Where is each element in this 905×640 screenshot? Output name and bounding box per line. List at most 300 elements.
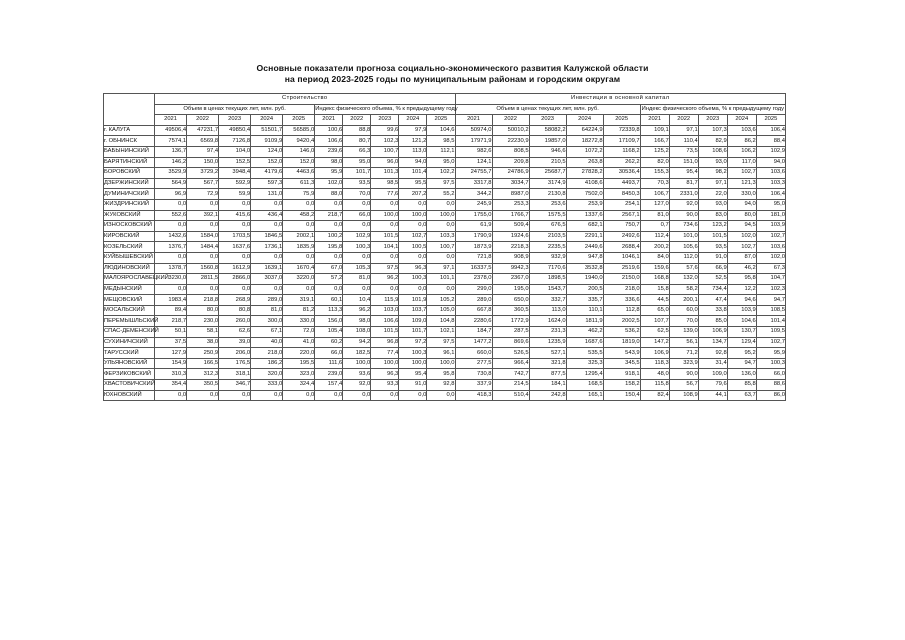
value-cell: 151,0	[669, 157, 698, 168]
region-name-cell: МЕЩОВСКИЙ	[104, 295, 155, 306]
value-cell: 102,7	[727, 168, 756, 179]
value-cell: 9942,3	[492, 263, 529, 274]
value-cell: 0,0	[343, 284, 371, 295]
year-header-cell: 2023	[698, 115, 727, 126]
value-cell: 10,4	[343, 295, 371, 306]
value-cell: 71,2	[669, 348, 698, 359]
section-header-row	[104, 94, 786, 105]
value-cell: 56,1	[669, 337, 698, 348]
value-cell: 230,0	[187, 316, 219, 327]
region-name-cell: СУХИНИЧСКИЙ	[104, 337, 155, 348]
table-row	[104, 146, 786, 157]
value-cell: 92,0	[669, 199, 698, 210]
value-cell: 100,0	[399, 210, 427, 221]
table-row	[104, 263, 786, 274]
value-cell: 115,9	[371, 295, 399, 306]
value-cell: 95,4	[669, 168, 698, 179]
year-header-cell: 2024	[251, 115, 283, 126]
value-cell: 97,4	[187, 146, 219, 157]
year-header-cell: 2021	[155, 115, 187, 126]
table-row	[104, 125, 786, 136]
table-row	[104, 284, 786, 295]
value-cell: 15,8	[640, 284, 669, 295]
value-cell: 354,4	[155, 380, 187, 391]
value-cell: 7170,6	[529, 263, 566, 274]
value-cell: 101,7	[343, 168, 371, 179]
value-cell: 742,7	[492, 369, 529, 380]
value-cell: 66,0	[343, 210, 371, 221]
table-row	[104, 231, 786, 242]
value-cell: 102,3	[756, 284, 785, 295]
value-cell: 50,1	[155, 327, 187, 338]
value-cell: 121,3	[727, 178, 756, 189]
value-cell: 58082,2	[529, 125, 566, 136]
value-cell: 95,2	[727, 348, 756, 359]
value-cell: 4493,7	[603, 178, 640, 189]
value-cell: 869,6	[492, 337, 529, 348]
value-cell: 27828,2	[566, 168, 603, 179]
value-cell: 97,5	[371, 263, 399, 274]
value-cell: 260,0	[219, 316, 251, 327]
region-name-cell: ФЕРЗИКОВСКИЙ	[104, 369, 155, 380]
value-cell: 31,4	[698, 358, 727, 369]
value-cell: 0,0	[187, 284, 219, 295]
value-cell: 611,3	[283, 178, 315, 189]
region-name-cell: УЛЬЯНОВСКИЙ	[104, 358, 155, 369]
value-cell: 12,2	[727, 284, 756, 295]
value-cell: 95,0	[343, 157, 371, 168]
value-cell: 87,0	[727, 252, 756, 263]
value-cell: 104,0	[219, 146, 251, 157]
value-cell: 1873,9	[455, 242, 492, 253]
region-name-cell: ТАРУССКИЙ	[104, 348, 155, 359]
value-cell: 254,1	[603, 199, 640, 210]
year-header-cell: 2023	[371, 115, 399, 126]
value-cell: 0,0	[427, 199, 455, 210]
value-cell: 17971,9	[455, 136, 492, 147]
value-cell: 82,4	[640, 390, 669, 401]
value-cell: 56,7	[669, 380, 698, 391]
value-cell: 100,3	[343, 242, 371, 253]
value-cell: 6569,8	[187, 136, 219, 147]
value-cell: 59,9	[219, 189, 251, 200]
value-cell: 184,7	[455, 327, 492, 338]
value-cell: 239,0	[315, 369, 343, 380]
value-cell: 66,0	[315, 348, 343, 359]
value-cell: 93,0	[698, 199, 727, 210]
value-cell: 60,0	[669, 305, 698, 316]
value-cell: 103,3	[427, 231, 455, 242]
value-cell: 18272,8	[566, 136, 603, 147]
value-cell: 132,0	[669, 274, 698, 285]
value-cell: 92,0	[343, 380, 371, 391]
value-cell: 104,7	[756, 274, 785, 285]
region-name-cell: БАБЫНИНСКИЙ	[104, 146, 155, 157]
value-cell: 0,0	[219, 221, 251, 232]
value-cell: 1983,4	[155, 295, 187, 306]
year-header-cell: 2025	[756, 115, 785, 126]
region-name-cell: ИЗНОСКОВСКИЙ	[104, 221, 155, 232]
value-cell: 750,7	[603, 221, 640, 232]
value-cell: 83,0	[698, 210, 727, 221]
value-cell: 2866,0	[219, 274, 251, 285]
value-cell: 253,9	[566, 199, 603, 210]
value-cell: 184,1	[529, 380, 566, 391]
value-cell: 93,6	[343, 369, 371, 380]
value-cell: 108,6	[698, 146, 727, 157]
value-cell: 64224,9	[566, 125, 603, 136]
value-cell: 0,0	[283, 221, 315, 232]
value-cell: 24755,7	[455, 168, 492, 179]
value-cell: 106,2	[727, 146, 756, 157]
construction-volume-header: Объем в ценах текущих лет, млн. руб.	[155, 104, 315, 115]
value-cell: 80,7	[343, 136, 371, 147]
table-row	[104, 210, 786, 221]
value-cell: 567,7	[187, 178, 219, 189]
value-cell: 112,8	[603, 305, 640, 316]
value-cell: 93,3	[371, 380, 399, 391]
value-cell: 152,0	[283, 157, 315, 168]
value-cell: 168,8	[640, 274, 669, 285]
value-cell: 1072,2	[566, 146, 603, 157]
value-cell: 157,4	[315, 380, 343, 391]
value-cell: 2002,5	[603, 316, 640, 327]
forecast-table	[103, 93, 786, 401]
value-cell: 335,7	[566, 295, 603, 306]
value-cell: 97,1	[427, 263, 455, 274]
value-cell: 1168,2	[603, 146, 640, 157]
value-cell: 123,2	[698, 221, 727, 232]
value-cell: 210,5	[529, 157, 566, 168]
value-cell: 96,3	[371, 369, 399, 380]
value-cell: 242,8	[529, 390, 566, 401]
value-cell: 730,8	[455, 369, 492, 380]
value-cell: 95,5	[399, 178, 427, 189]
value-cell: 106,6	[371, 316, 399, 327]
value-cell: 103,6	[727, 125, 756, 136]
value-cell: 324,4	[283, 380, 315, 391]
value-cell: 89,4	[155, 305, 187, 316]
value-cell: 82,0	[640, 157, 669, 168]
value-cell: 526,5	[492, 348, 529, 359]
year-header-cell: 2025	[283, 115, 315, 126]
value-cell: 72,9	[187, 189, 219, 200]
value-cell: 0,0	[251, 252, 283, 263]
value-cell: 48,0	[640, 369, 669, 380]
value-cell: 80,0	[727, 210, 756, 221]
value-cell: 41,0	[283, 337, 315, 348]
value-cell: 94,2	[343, 337, 371, 348]
value-cell: 107,7	[640, 316, 669, 327]
value-cell: 966,4	[492, 358, 529, 369]
table-row	[104, 252, 786, 263]
value-cell: 58,1	[187, 327, 219, 338]
value-cell: 109,1	[640, 125, 669, 136]
year-header-cell: 2023	[529, 115, 566, 126]
value-cell: 535,5	[566, 348, 603, 359]
value-cell: 150,0	[187, 157, 219, 168]
region-name-cell: ЖУКОВСКИЙ	[104, 210, 155, 221]
value-cell: 152,0	[251, 157, 283, 168]
value-cell: 70,3	[640, 178, 669, 189]
value-cell: 195,8	[315, 242, 343, 253]
value-cell: 908,9	[492, 252, 529, 263]
table-row	[104, 327, 786, 338]
value-cell: 86,2	[727, 136, 756, 147]
value-cell: 108,9	[669, 390, 698, 401]
value-cell: 2130,8	[529, 189, 566, 200]
region-name-cell: ДЗЕРЖИНСКИЙ	[104, 178, 155, 189]
value-cell: 90,0	[669, 210, 698, 221]
value-cell: 3174,9	[529, 178, 566, 189]
value-cell: 101,7	[399, 327, 427, 338]
region-name-cell: ДУМИНИЧСКИЙ	[104, 189, 155, 200]
value-cell: 101,9	[399, 295, 427, 306]
value-cell: 1790,9	[455, 231, 492, 242]
value-cell: 95,8	[427, 369, 455, 380]
value-cell: 667,8	[455, 305, 492, 316]
value-cell: 597,3	[251, 178, 283, 189]
value-cell: 113,0	[399, 146, 427, 157]
value-cell: 81,2	[283, 305, 315, 316]
value-cell: 63,7	[727, 390, 756, 401]
value-cell: 97,1	[669, 125, 698, 136]
value-cell: 287,5	[492, 327, 529, 338]
value-cell: 0,0	[219, 199, 251, 210]
value-cell: 1687,6	[566, 337, 603, 348]
region-name-cell: ЛЮДИНОВСКИЙ	[104, 263, 155, 274]
value-cell: 125,2	[640, 146, 669, 157]
value-cell: 103,0	[371, 305, 399, 316]
value-cell: 1295,4	[566, 369, 603, 380]
value-cell: 319,1	[283, 295, 315, 306]
value-cell: 946,6	[529, 146, 566, 157]
value-cell: 510,4	[492, 390, 529, 401]
value-cell: 239,6	[315, 146, 343, 157]
investment-section-header: Инвестиции в основной капитал	[455, 94, 786, 105]
value-cell: 101,5	[371, 231, 399, 242]
value-cell: 4108,6	[566, 178, 603, 189]
value-cell: 40,0	[251, 337, 283, 348]
value-cell: 0,0	[427, 252, 455, 263]
value-cell: 220,0	[283, 348, 315, 359]
value-cell: 96,3	[399, 263, 427, 274]
value-cell: 103,9	[756, 221, 785, 232]
value-cell: 95,8	[727, 274, 756, 285]
value-cell: 67,0	[315, 263, 343, 274]
value-cell: 552,6	[155, 210, 187, 221]
value-cell: 165,1	[566, 390, 603, 401]
value-cell: 2492,6	[603, 231, 640, 242]
value-cell: 102,9	[756, 146, 785, 157]
region-name-cell: БАРЯТИНСКИЙ	[104, 157, 155, 168]
value-cell: 88,4	[756, 136, 785, 147]
value-cell: 100,6	[315, 125, 343, 136]
value-cell: 129,4	[727, 337, 756, 348]
value-cell: 155,3	[640, 168, 669, 179]
value-cell: 102,7	[727, 242, 756, 253]
value-cell: 98,0	[343, 316, 371, 327]
table-row	[104, 305, 786, 316]
value-cell: 947,8	[566, 252, 603, 263]
value-cell: 0,0	[399, 199, 427, 210]
value-cell: 0,0	[187, 221, 219, 232]
value-cell: 65,0	[640, 305, 669, 316]
value-cell: 253,3	[492, 199, 529, 210]
table-body	[104, 125, 786, 400]
value-cell: 102,7	[756, 337, 785, 348]
value-cell: 218,8	[187, 295, 219, 306]
value-cell: 509,4	[492, 221, 529, 232]
value-cell: 75,9	[283, 189, 315, 200]
year-header-row	[104, 115, 786, 126]
table-row	[104, 242, 786, 253]
value-cell: 82,9	[698, 136, 727, 147]
value-cell: 91,0	[698, 252, 727, 263]
year-header-cell: 2022	[343, 115, 371, 126]
value-cell: 0,0	[427, 390, 455, 401]
value-cell: 808,5	[492, 146, 529, 157]
value-cell: 0,0	[343, 199, 371, 210]
document-title-line-1: Основные показатели прогноза социально-экономического развития Калужской области	[256, 63, 649, 73]
value-cell: 30536,4	[603, 168, 640, 179]
value-cell: 110,4	[669, 136, 698, 147]
value-cell: 98,5	[371, 178, 399, 189]
value-cell: 50974,0	[455, 125, 492, 136]
region-name-cell: КИРОВСКИЙ	[104, 231, 155, 242]
value-cell: 106,4	[756, 189, 785, 200]
value-cell: 108,0	[343, 327, 371, 338]
value-cell: 55,2	[427, 189, 455, 200]
value-cell: 2103,5	[529, 231, 566, 242]
region-name-cell: МЕДЫНСКИЙ	[104, 284, 155, 295]
value-cell: 22,0	[698, 189, 727, 200]
value-cell: 99,6	[371, 125, 399, 136]
value-cell: 108,5	[756, 305, 785, 316]
value-cell: 182,5	[343, 348, 371, 359]
value-cell: 200,2	[640, 242, 669, 253]
value-cell: 660,0	[455, 348, 492, 359]
value-cell: 80,8	[219, 305, 251, 316]
value-cell: 1560,8	[187, 263, 219, 274]
value-cell: 2235,5	[529, 242, 566, 253]
value-cell: 1703,5	[219, 231, 251, 242]
value-cell: 9420,4	[283, 136, 315, 147]
value-cell: 19857,0	[529, 136, 566, 147]
value-cell: 344,2	[455, 189, 492, 200]
region-name-cell: ХВАСТОВИЧСКИЙ	[104, 380, 155, 391]
value-cell: 0,0	[283, 252, 315, 263]
region-name-cell: СПАС-ДЕМЕНСКИЙ	[104, 327, 155, 338]
value-cell: 1846,5	[251, 231, 283, 242]
value-cell: 96,8	[371, 337, 399, 348]
value-cell: 101,1	[427, 274, 455, 285]
value-cell: 104,8	[427, 316, 455, 327]
value-cell: 57,6	[669, 263, 698, 274]
value-cell: 124,1	[455, 157, 492, 168]
value-cell: 1898,5	[529, 274, 566, 285]
value-cell: 277,5	[455, 358, 492, 369]
value-cell: 16337,5	[455, 263, 492, 274]
value-cell: 1432,6	[155, 231, 187, 242]
value-cell: 66,9	[698, 263, 727, 274]
value-cell: 81,7	[669, 178, 698, 189]
value-cell: 100,5	[399, 242, 427, 253]
value-cell: 93,0	[698, 157, 727, 168]
value-cell: 0,0	[315, 252, 343, 263]
value-cell: 320,0	[251, 369, 283, 380]
value-cell: 77,4	[371, 348, 399, 359]
value-cell: 2218,3	[492, 242, 529, 253]
value-cell: 38,0	[187, 337, 219, 348]
table-row	[104, 358, 786, 369]
value-cell: 73,5	[669, 146, 698, 157]
value-cell: 97,9	[399, 125, 427, 136]
table-row	[104, 295, 786, 306]
value-cell: 253,6	[529, 199, 566, 210]
value-cell: 200,5	[566, 284, 603, 295]
value-cell: 7502,0	[566, 189, 603, 200]
value-cell: 918,1	[603, 369, 640, 380]
value-cell: 62,6	[219, 327, 251, 338]
value-cell: 0,0	[219, 252, 251, 263]
value-cell: 100,0	[371, 210, 399, 221]
value-cell: 1772,9	[492, 316, 529, 327]
region-name-cell: МАЛОЯРОСЛАВЕЦКИЙ	[104, 274, 155, 285]
value-cell: 124,0	[251, 146, 283, 157]
value-cell: 0,0	[399, 221, 427, 232]
value-cell: 104,6	[727, 316, 756, 327]
year-header-cell: 2022	[669, 115, 698, 126]
investment-index-header: Индекс физического объема, % к предыдущему году	[640, 104, 785, 115]
value-cell: 1766,7	[492, 210, 529, 221]
value-cell: 0,0	[187, 390, 219, 401]
value-cell: 106,9	[640, 348, 669, 359]
value-cell: 101,4	[756, 316, 785, 327]
value-cell: 146,2	[155, 157, 187, 168]
value-cell: 527,1	[529, 348, 566, 359]
value-cell: 152,5	[219, 157, 251, 168]
value-cell: 102,1	[427, 327, 455, 338]
value-cell: 218,0	[603, 284, 640, 295]
value-cell: 250,9	[187, 348, 219, 359]
value-cell: 462,2	[566, 327, 603, 338]
value-cell: 206,0	[219, 348, 251, 359]
value-cell: 592,9	[219, 178, 251, 189]
value-cell: 106,4	[756, 125, 785, 136]
value-cell: 231,3	[529, 327, 566, 338]
value-cell: 105,4	[315, 327, 343, 338]
table-row	[104, 337, 786, 348]
value-cell: 332,7	[529, 295, 566, 306]
value-cell: 88,0	[315, 189, 343, 200]
year-header-cell: 2024	[727, 115, 756, 126]
value-cell: 0,0	[399, 390, 427, 401]
value-cell: 100,0	[399, 358, 427, 369]
value-cell: 113,3	[315, 305, 343, 316]
value-cell: 46,2	[727, 263, 756, 274]
region-name-cell: ЖИЗДРИНСКИЙ	[104, 199, 155, 210]
value-cell: 51501,7	[251, 125, 283, 136]
value-cell: 0,0	[343, 221, 371, 232]
value-cell: 1736,1	[251, 242, 283, 253]
value-cell: 4463,6	[283, 168, 315, 179]
value-cell: 102,0	[315, 178, 343, 189]
value-cell: 337,9	[455, 380, 492, 391]
table-row	[104, 178, 786, 189]
value-cell: 94,5	[727, 221, 756, 232]
value-cell: 0,0	[187, 199, 219, 210]
